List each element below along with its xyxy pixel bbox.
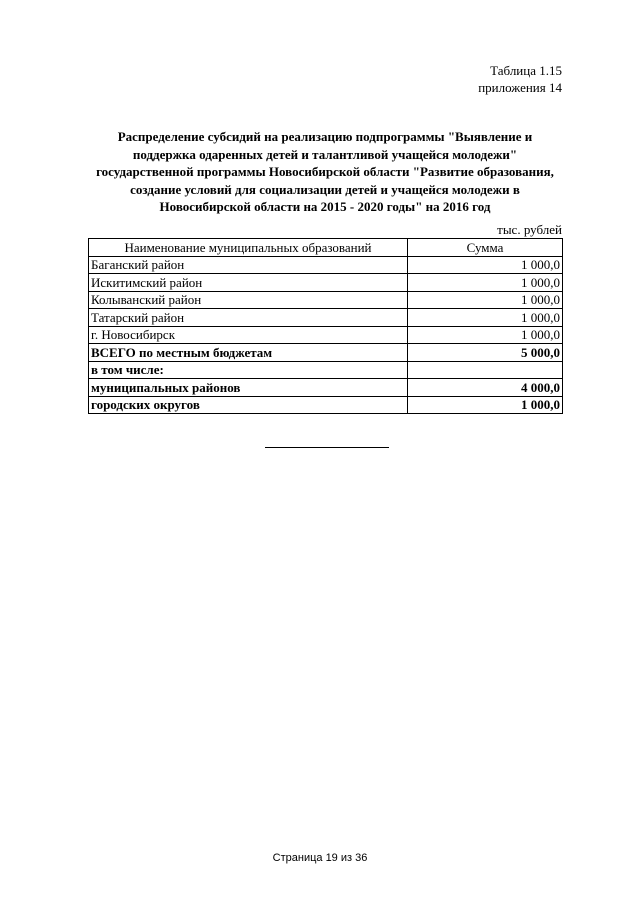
- title-line: государственной программы Новосибирской области "Развитие образования,: [96, 164, 554, 179]
- row-name: г. Новосибирск: [89, 326, 408, 344]
- row-sum: 1 000,0: [408, 291, 563, 309]
- table-header-row: [89, 239, 563, 257]
- row-name: Колыванский район: [89, 291, 408, 309]
- breakdown-name: городских округов: [89, 396, 408, 414]
- title-line: Распределение субсидий на реализацию подпрограммы "Выявление и: [117, 129, 533, 144]
- separator-line: [265, 447, 389, 448]
- breakdown-sum: 1 000,0: [408, 396, 563, 414]
- total-sum: 5 000,0: [408, 344, 563, 362]
- title-line: поддержка одаренных детей и талантливой учащейся молодежи": [132, 146, 518, 162]
- total-name: ВСЕГО по местным бюджетам: [89, 344, 408, 362]
- row-name: Татарский район: [89, 309, 408, 327]
- title-line: создание условий для социализации детей и учащейся молодежи в: [130, 181, 520, 197]
- row-name: Искитимский район: [89, 274, 408, 292]
- breakdown-row: [89, 379, 563, 397]
- including-row: [89, 361, 563, 379]
- column-header-name: Наименование муниципальных образований: [89, 239, 408, 257]
- breakdown-name: муниципальных районов: [89, 379, 408, 397]
- row-sum: 1 000,0: [408, 256, 563, 274]
- table-reference: [478, 62, 562, 96]
- table-number: Таблица 1.15: [490, 63, 562, 78]
- row-name: Баганский район: [89, 256, 408, 274]
- table-row: [89, 291, 563, 309]
- total-row: [89, 344, 563, 362]
- row-sum: 1 000,0: [408, 309, 563, 327]
- table-row: [89, 326, 563, 344]
- row-sum: 1 000,0: [408, 274, 563, 292]
- units-label: тыс. рублей: [497, 222, 562, 237]
- row-sum: 1 000,0: [408, 326, 563, 344]
- page-number: Страница 19 из 36: [272, 852, 368, 864]
- breakdown-row: [89, 396, 563, 414]
- including-empty-cell: [408, 361, 563, 379]
- subsidy-table: [88, 238, 563, 414]
- appendix-reference: приложения 14: [478, 80, 562, 95]
- column-header-sum: Сумма: [408, 239, 563, 257]
- breakdown-sum: 4 000,0: [408, 379, 563, 397]
- including-label: в том числе:: [89, 361, 408, 379]
- document-title: [90, 128, 560, 216]
- title-line: Новосибирской области на 2015 - 2020 годы" на 2016 год: [159, 199, 491, 214]
- table-row: [89, 256, 563, 274]
- table-row: [89, 274, 563, 292]
- table-row: [89, 309, 563, 327]
